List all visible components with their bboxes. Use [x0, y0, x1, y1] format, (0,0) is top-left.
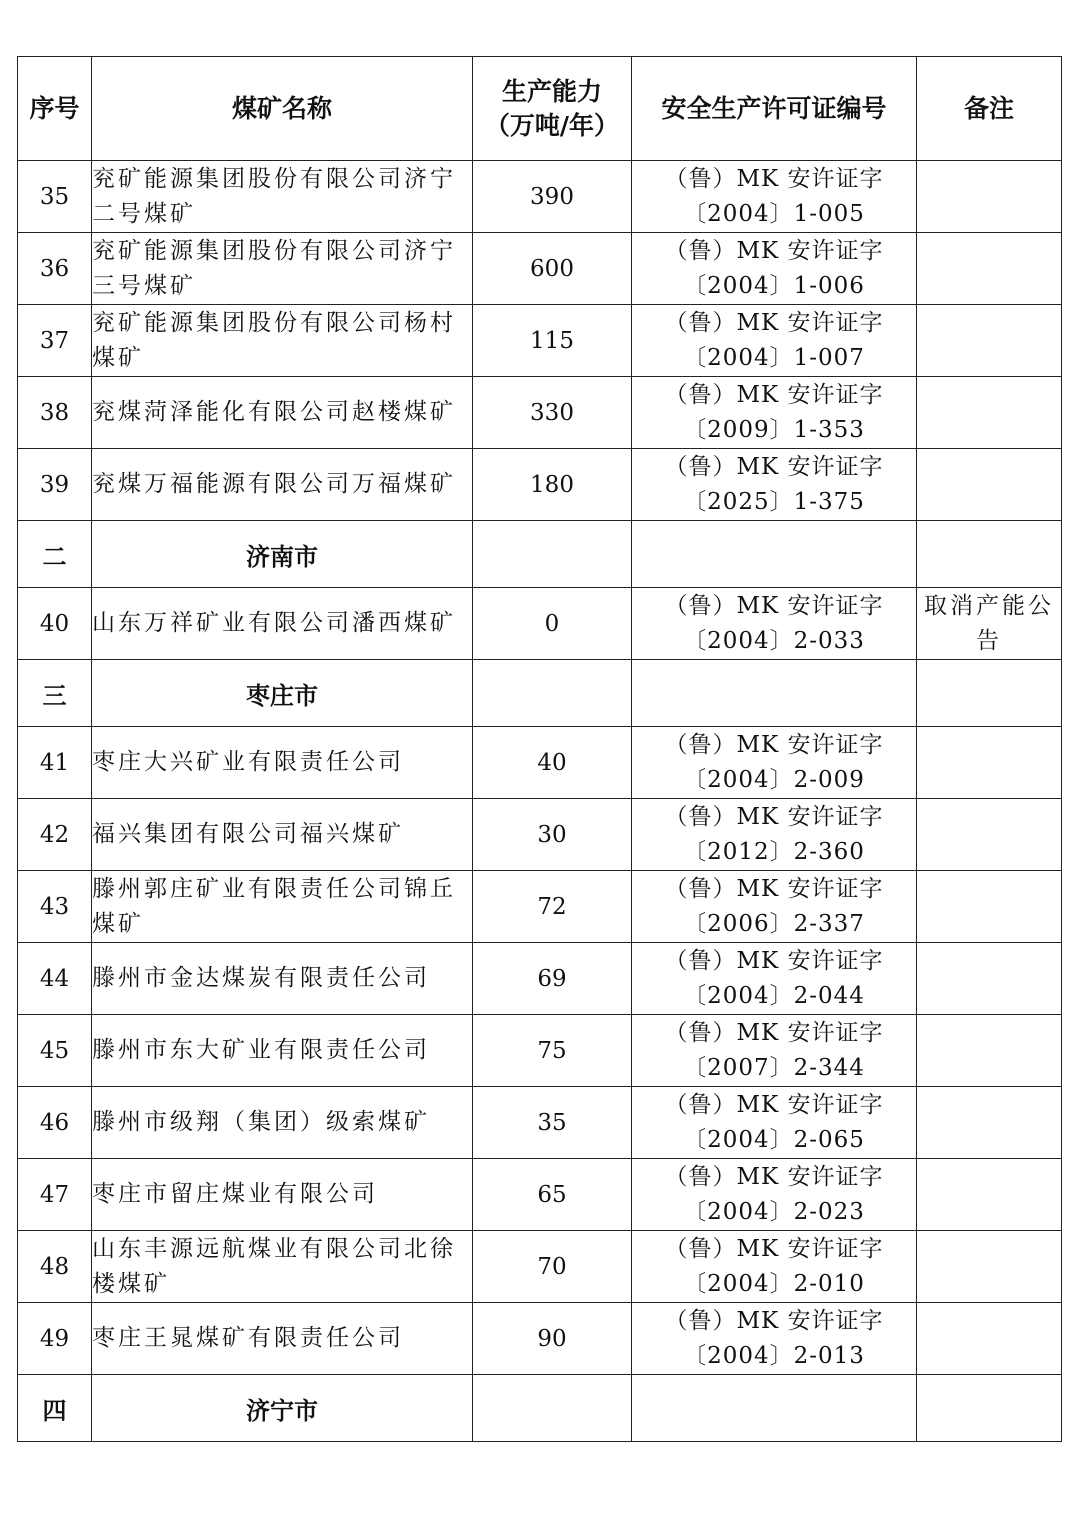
- row-seq: 47: [18, 1159, 92, 1231]
- mine-name: 山东万祥矿业有限公司潘西煤矿: [92, 588, 473, 660]
- capacity-value: 90: [473, 1303, 632, 1375]
- row-seq: 44: [18, 943, 92, 1015]
- empty-cell: [473, 521, 632, 588]
- note-cell: [917, 1159, 1062, 1231]
- mine-name: 兖煤万福能源有限公司万福煤矿: [92, 449, 473, 521]
- capacity-value: 600: [473, 233, 632, 305]
- license-number: [632, 871, 917, 943]
- table-body: [18, 161, 1062, 1442]
- note-cell: [917, 1015, 1062, 1087]
- license-line1: （鲁）MK 安许证字: [664, 381, 884, 408]
- license-line2: 〔2012〕2-360: [683, 838, 865, 865]
- mine-name: 兖矿能源集团股份有限公司济宁三号煤矿: [92, 233, 473, 305]
- capacity-value: 0: [473, 588, 632, 660]
- empty-cell: [632, 521, 917, 588]
- row-seq: 46: [18, 1087, 92, 1159]
- capacity-value: 69: [473, 943, 632, 1015]
- note-cell: [917, 449, 1062, 521]
- license-line2: 〔2004〕1-006: [683, 272, 865, 299]
- table-row: [18, 305, 1062, 377]
- license-number: [632, 1159, 917, 1231]
- license-line1: （鲁）MK 安许证字: [664, 165, 884, 192]
- table-row: [18, 799, 1062, 871]
- table-row: [18, 449, 1062, 521]
- license-number: [632, 727, 917, 799]
- license-line2: 〔2004〕2-013: [683, 1342, 865, 1369]
- mine-name: 滕州郭庄矿业有限责任公司锦丘煤矿: [92, 871, 473, 943]
- capacity-value: 30: [473, 799, 632, 871]
- license-line1: （鲁）MK 安许证字: [664, 1307, 884, 1334]
- capacity-value: 40: [473, 727, 632, 799]
- header-capacity-line1: 生产能力: [501, 76, 602, 106]
- capacity-value: 75: [473, 1015, 632, 1087]
- license-number: [632, 1015, 917, 1087]
- note-cell: [917, 1303, 1062, 1375]
- license-line2: 〔2004〕2-033: [683, 627, 865, 654]
- table-row: [18, 1303, 1062, 1375]
- empty-cell: [632, 1375, 917, 1442]
- license-line1: （鲁）MK 安许证字: [664, 947, 884, 974]
- mine-name: 枣庄市留庄煤业有限公司: [92, 1159, 473, 1231]
- row-seq: 36: [18, 233, 92, 305]
- row-seq: 37: [18, 305, 92, 377]
- table-row: [18, 161, 1062, 233]
- note-cell: [917, 233, 1062, 305]
- section-row: [18, 521, 1062, 588]
- license-number: [632, 1087, 917, 1159]
- license-line2: 〔2004〕2-009: [683, 766, 865, 793]
- table-row: [18, 1231, 1062, 1303]
- license-number: [632, 799, 917, 871]
- table-row: [18, 377, 1062, 449]
- row-seq: 40: [18, 588, 92, 660]
- mine-name: 滕州市级翔（集团）级索煤矿: [92, 1087, 473, 1159]
- license-number: [632, 305, 917, 377]
- empty-cell: [917, 1375, 1062, 1442]
- license-line2: 〔2006〕2-337: [683, 910, 865, 937]
- row-seq: 41: [18, 727, 92, 799]
- license-number: [632, 943, 917, 1015]
- table-row: [18, 943, 1062, 1015]
- row-seq: 49: [18, 1303, 92, 1375]
- capacity-value: 180: [473, 449, 632, 521]
- capacity-value: 70: [473, 1231, 632, 1303]
- section-region: 济南市: [92, 521, 473, 588]
- empty-cell: [917, 521, 1062, 588]
- license-line2: 〔2004〕2-010: [683, 1270, 865, 1297]
- license-number: [632, 377, 917, 449]
- license-number: [632, 233, 917, 305]
- note-cell: [917, 943, 1062, 1015]
- header-note: 备注: [917, 57, 1062, 161]
- license-line1: （鲁）MK 安许证字: [664, 309, 884, 336]
- license-line1: （鲁）MK 安许证字: [664, 1091, 884, 1118]
- mine-name: 枣庄王晁煤矿有限责任公司: [92, 1303, 473, 1375]
- table-row: [18, 1015, 1062, 1087]
- note-cell: [917, 1087, 1062, 1159]
- note-cell: [917, 799, 1062, 871]
- header-name: 煤矿名称: [92, 57, 473, 161]
- header-license: 安全生产许可证编号: [632, 57, 917, 161]
- coal-mine-table: [17, 56, 1062, 1442]
- license-number: [632, 1303, 917, 1375]
- header-capacity: [473, 57, 632, 161]
- license-line1: （鲁）MK 安许证字: [664, 1163, 884, 1190]
- row-seq: 38: [18, 377, 92, 449]
- section-seq: 四: [18, 1375, 92, 1442]
- header-capacity-line2: （万吨/年）: [484, 110, 620, 140]
- license-line1: （鲁）MK 安许证字: [664, 592, 884, 619]
- section-seq: 二: [18, 521, 92, 588]
- license-line1: （鲁）MK 安许证字: [664, 1019, 884, 1046]
- license-number: [632, 1231, 917, 1303]
- note-cell: [917, 161, 1062, 233]
- section-region: 济宁市: [92, 1375, 473, 1442]
- capacity-value: 65: [473, 1159, 632, 1231]
- mine-name: 福兴集团有限公司福兴煤矿: [92, 799, 473, 871]
- header-row: [18, 57, 1062, 161]
- license-line2: 〔2007〕2-344: [683, 1054, 865, 1081]
- section-row: [18, 660, 1062, 727]
- capacity-value: 35: [473, 1087, 632, 1159]
- header-seq: 序号: [18, 57, 92, 161]
- table-row: [18, 1159, 1062, 1231]
- capacity-value: 72: [473, 871, 632, 943]
- mine-name: 兖煤菏泽能化有限公司赵楼煤矿: [92, 377, 473, 449]
- note-cell: 取消产能公告: [917, 588, 1062, 660]
- license-line1: （鲁）MK 安许证字: [664, 875, 884, 902]
- license-line2: 〔2025〕1-375: [683, 488, 865, 515]
- row-seq: 42: [18, 799, 92, 871]
- license-number: [632, 449, 917, 521]
- mine-name: 滕州市金达煤炭有限责任公司: [92, 943, 473, 1015]
- note-cell: [917, 1231, 1062, 1303]
- table-row: [18, 727, 1062, 799]
- table-row: [18, 233, 1062, 305]
- table-row: [18, 871, 1062, 943]
- mine-name: 兖矿能源集团股份有限公司济宁二号煤矿: [92, 161, 473, 233]
- row-seq: 45: [18, 1015, 92, 1087]
- note-cell: [917, 871, 1062, 943]
- table-row: [18, 1087, 1062, 1159]
- license-line1: （鲁）MK 安许证字: [664, 453, 884, 480]
- section-region: 枣庄市: [92, 660, 473, 727]
- note-cell: [917, 305, 1062, 377]
- mine-name: 滕州市东大矿业有限责任公司: [92, 1015, 473, 1087]
- row-seq: 39: [18, 449, 92, 521]
- license-line1: （鲁）MK 安许证字: [664, 1235, 884, 1262]
- empty-cell: [473, 1375, 632, 1442]
- note-cell: [917, 727, 1062, 799]
- row-seq: 48: [18, 1231, 92, 1303]
- empty-cell: [917, 660, 1062, 727]
- row-seq: 43: [18, 871, 92, 943]
- section-seq: 三: [18, 660, 92, 727]
- empty-cell: [473, 660, 632, 727]
- license-line2: 〔2004〕1-005: [683, 200, 865, 227]
- mine-name: 枣庄大兴矿业有限责任公司: [92, 727, 473, 799]
- license-number: [632, 161, 917, 233]
- license-line2: 〔2004〕2-065: [683, 1126, 865, 1153]
- license-line2: 〔2009〕1-353: [683, 416, 865, 443]
- capacity-value: 115: [473, 305, 632, 377]
- license-number: [632, 588, 917, 660]
- license-line1: （鲁）MK 安许证字: [664, 731, 884, 758]
- license-line2: 〔2004〕2-023: [683, 1198, 865, 1225]
- table-header: [18, 57, 1062, 161]
- capacity-value: 330: [473, 377, 632, 449]
- capacity-value: 390: [473, 161, 632, 233]
- empty-cell: [632, 660, 917, 727]
- license-line2: 〔2004〕1-007: [683, 344, 865, 371]
- license-line1: （鲁）MK 安许证字: [664, 237, 884, 264]
- row-seq: 35: [18, 161, 92, 233]
- license-line2: 〔2004〕2-044: [683, 982, 865, 1009]
- note-cell: [917, 377, 1062, 449]
- table-row: [18, 588, 1062, 660]
- license-line1: （鲁）MK 安许证字: [664, 803, 884, 830]
- mine-name: 兖矿能源集团股份有限公司杨村煤矿: [92, 305, 473, 377]
- mine-name: 山东丰源远航煤业有限公司北徐楼煤矿: [92, 1231, 473, 1303]
- section-row: [18, 1375, 1062, 1442]
